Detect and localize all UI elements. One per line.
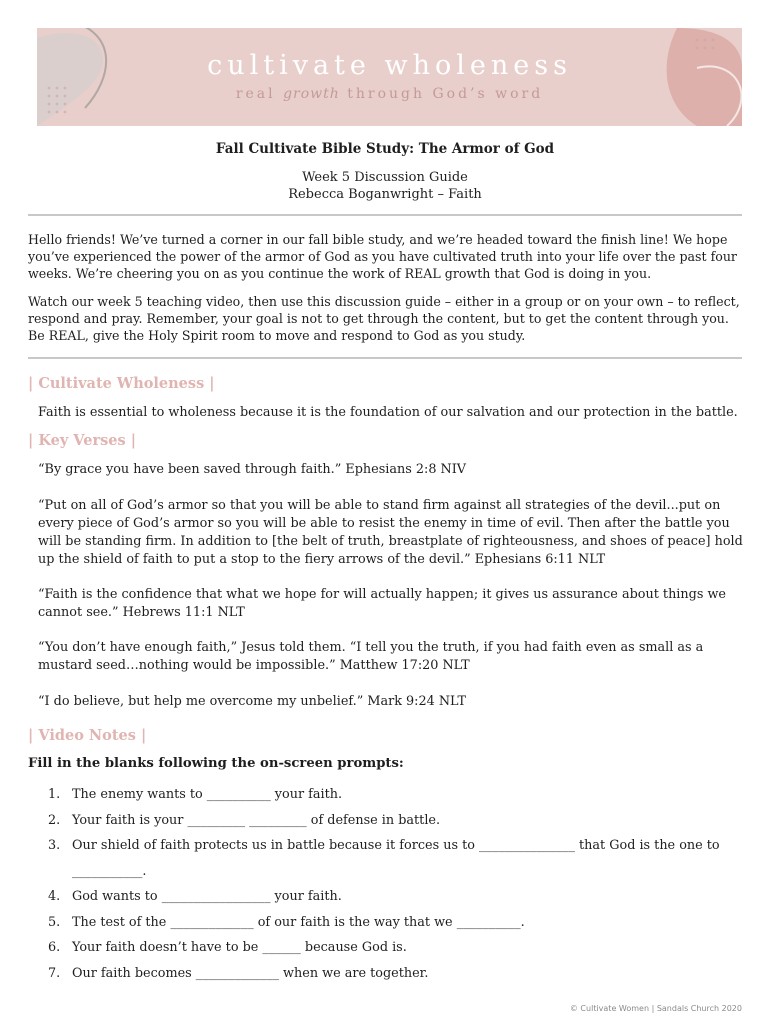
- section-heading-video-notes: | Video Notes |: [28, 727, 147, 744]
- section-heading-key-verses: | Key Verses |: [28, 432, 136, 449]
- list-item: [40, 808, 730, 834]
- banner-subtitle-script: growth: [283, 86, 340, 102]
- document-subtitle-week: Week 5 Discussion Guide: [302, 170, 468, 185]
- list-item-text: Your faith doesn’t have to be ______ because God is.: [72, 940, 407, 955]
- list-item-number: 2.: [48, 812, 61, 828]
- list-item: [40, 910, 730, 936]
- key-verse: “By grace you have been saved through faith.” Ephesians 2:8 NIV: [38, 462, 467, 477]
- list-item: [40, 833, 730, 884]
- key-verse: “Faith is the confidence that what we hope for will actually happen; it gives us assurance about things we cannot see.” Hebrews 11:1 NLT: [38, 587, 726, 620]
- footer-copyright: © Cultivate Women | Sandals Church 2020: [569, 1004, 742, 1013]
- divider: [28, 214, 742, 216]
- list-item-text: Our shield of faith protects us in battle because it forces us to _______________ that God is the one to ___________.: [72, 838, 720, 879]
- list-item-number: 7.: [48, 965, 61, 981]
- list-item-number: 5.: [48, 914, 61, 930]
- list-item-number: 1.: [48, 787, 61, 802]
- intro-paragraph: Hello friends! We’ve turned a corner in our fall bible study, and we’re headed toward the finish line! We hope you’ve experienced the power of the armor of God as you have cultivated truth into your life over the past four weeks. We’re cheering you on as you continue the work of REAL growth that God is doing in you.: [28, 232, 737, 281]
- key-verse: “You don’t have enough faith,” Jesus told them. “I tell you the truth, if you had faith even as small as a mustard seed…nothing would be impossible.” Matthew 17:20 NLT: [38, 640, 704, 673]
- key-verse: “Put on all of God’s armor so that you will be able to stand firm against all strategies of the devil...put on every piece of God’s armor so you will be able to resist the enemy in time of evil. Then after the battle you will be standing firm. In addition to [the belt of truth, breastplate of righteousness, and shoes of peace] hold up the shield of faith to put a stop to the fiery arrows of the devil.” Ephesians 6:11 NLT: [38, 498, 743, 567]
- document-title: Fall Cultivate Bible Study: The Armor of God: [215, 141, 555, 157]
- intro-paragraph: Watch our week 5 teaching video, then use this discussion guide – either in a group or on your own – to reflect, respond and pray. Remember, your goal is not to get through the content, but to get the content through you. Be REAL, give the Holy Spirit room to move and respond to God as you study.: [28, 294, 740, 343]
- banner-subtitle: [37, 86, 742, 102]
- banner-title: cultivate wholeness: [207, 50, 572, 81]
- list-item-text: The enemy wants to __________ your faith.: [72, 787, 343, 802]
- list-item-text: God wants to _________________ your faith.: [72, 889, 342, 904]
- section-heading-wholeness: | Cultivate Wholeness |: [28, 375, 215, 392]
- list-item: [40, 782, 730, 808]
- document-subtitle-author: Rebecca Boganwright – Faith: [288, 187, 482, 202]
- key-verse: “I do believe, but help me overcome my unbelief.” Mark 9:24 NLT: [38, 694, 467, 709]
- list-item: [40, 935, 730, 961]
- wholeness-statement: Faith is essential to wholeness because it is the foundation of our salvation and our protection in the battle.: [38, 405, 738, 420]
- list-item-number: 6.: [48, 940, 61, 955]
- list-item-number: 4.: [48, 889, 61, 904]
- list-item-text: Your faith is your _________ _________ of defense in battle.: [72, 812, 441, 828]
- header-banner: [37, 28, 742, 126]
- list-item-number: 3.: [48, 838, 61, 853]
- list-item: [40, 961, 730, 987]
- list-item-text: The test of the _____________ of our faith is the way that we __________.: [72, 914, 525, 930]
- list-item-text: Our faith becomes _____________ when we are together.: [72, 965, 429, 981]
- list-item: [40, 884, 730, 910]
- fill-in-list: [40, 782, 730, 986]
- banner-subtitle-pre: real: [235, 86, 284, 102]
- banner-subtitle-post: through God’s word: [339, 86, 544, 102]
- fill-in-instructions: Fill in the blanks following the on-screen prompts:: [28, 756, 404, 771]
- divider: [28, 357, 742, 359]
